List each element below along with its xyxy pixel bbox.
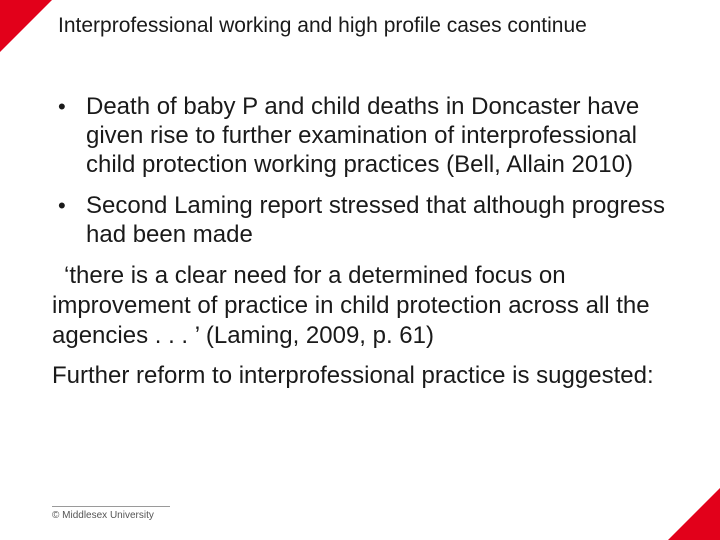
bullet-text: Death of baby P and child deaths in Doncaster have given rise to further examination of interprofessional child protection working practices (Bell, Allain 2010) xyxy=(86,93,640,178)
closing-statement: Further reform to interprofessional practice is suggested: xyxy=(52,362,654,389)
corner-accent-bottom-right xyxy=(668,488,720,540)
slide-body xyxy=(52,92,692,391)
slide-title: Interprofessional working and high profile cases continue xyxy=(58,14,587,37)
footer-copyright: © Middlesex University xyxy=(52,510,154,521)
corner-accent-top-left xyxy=(0,0,52,52)
bullet-item-laming-report xyxy=(52,191,692,249)
bullet-marker: • xyxy=(58,94,66,119)
laming-quote: ‘there is a clear need for a determined focus on improvement of practice in child protection across all the agencies . . . ’ (Laming, 2009, p. 61) xyxy=(52,262,650,349)
bullet-list xyxy=(52,92,692,249)
bullet-text: Second Laming report stressed that although progress had been made xyxy=(86,192,666,248)
footer-divider xyxy=(52,506,170,507)
bullet-marker: • xyxy=(58,193,66,218)
bullet-item-baby-p xyxy=(52,92,692,179)
